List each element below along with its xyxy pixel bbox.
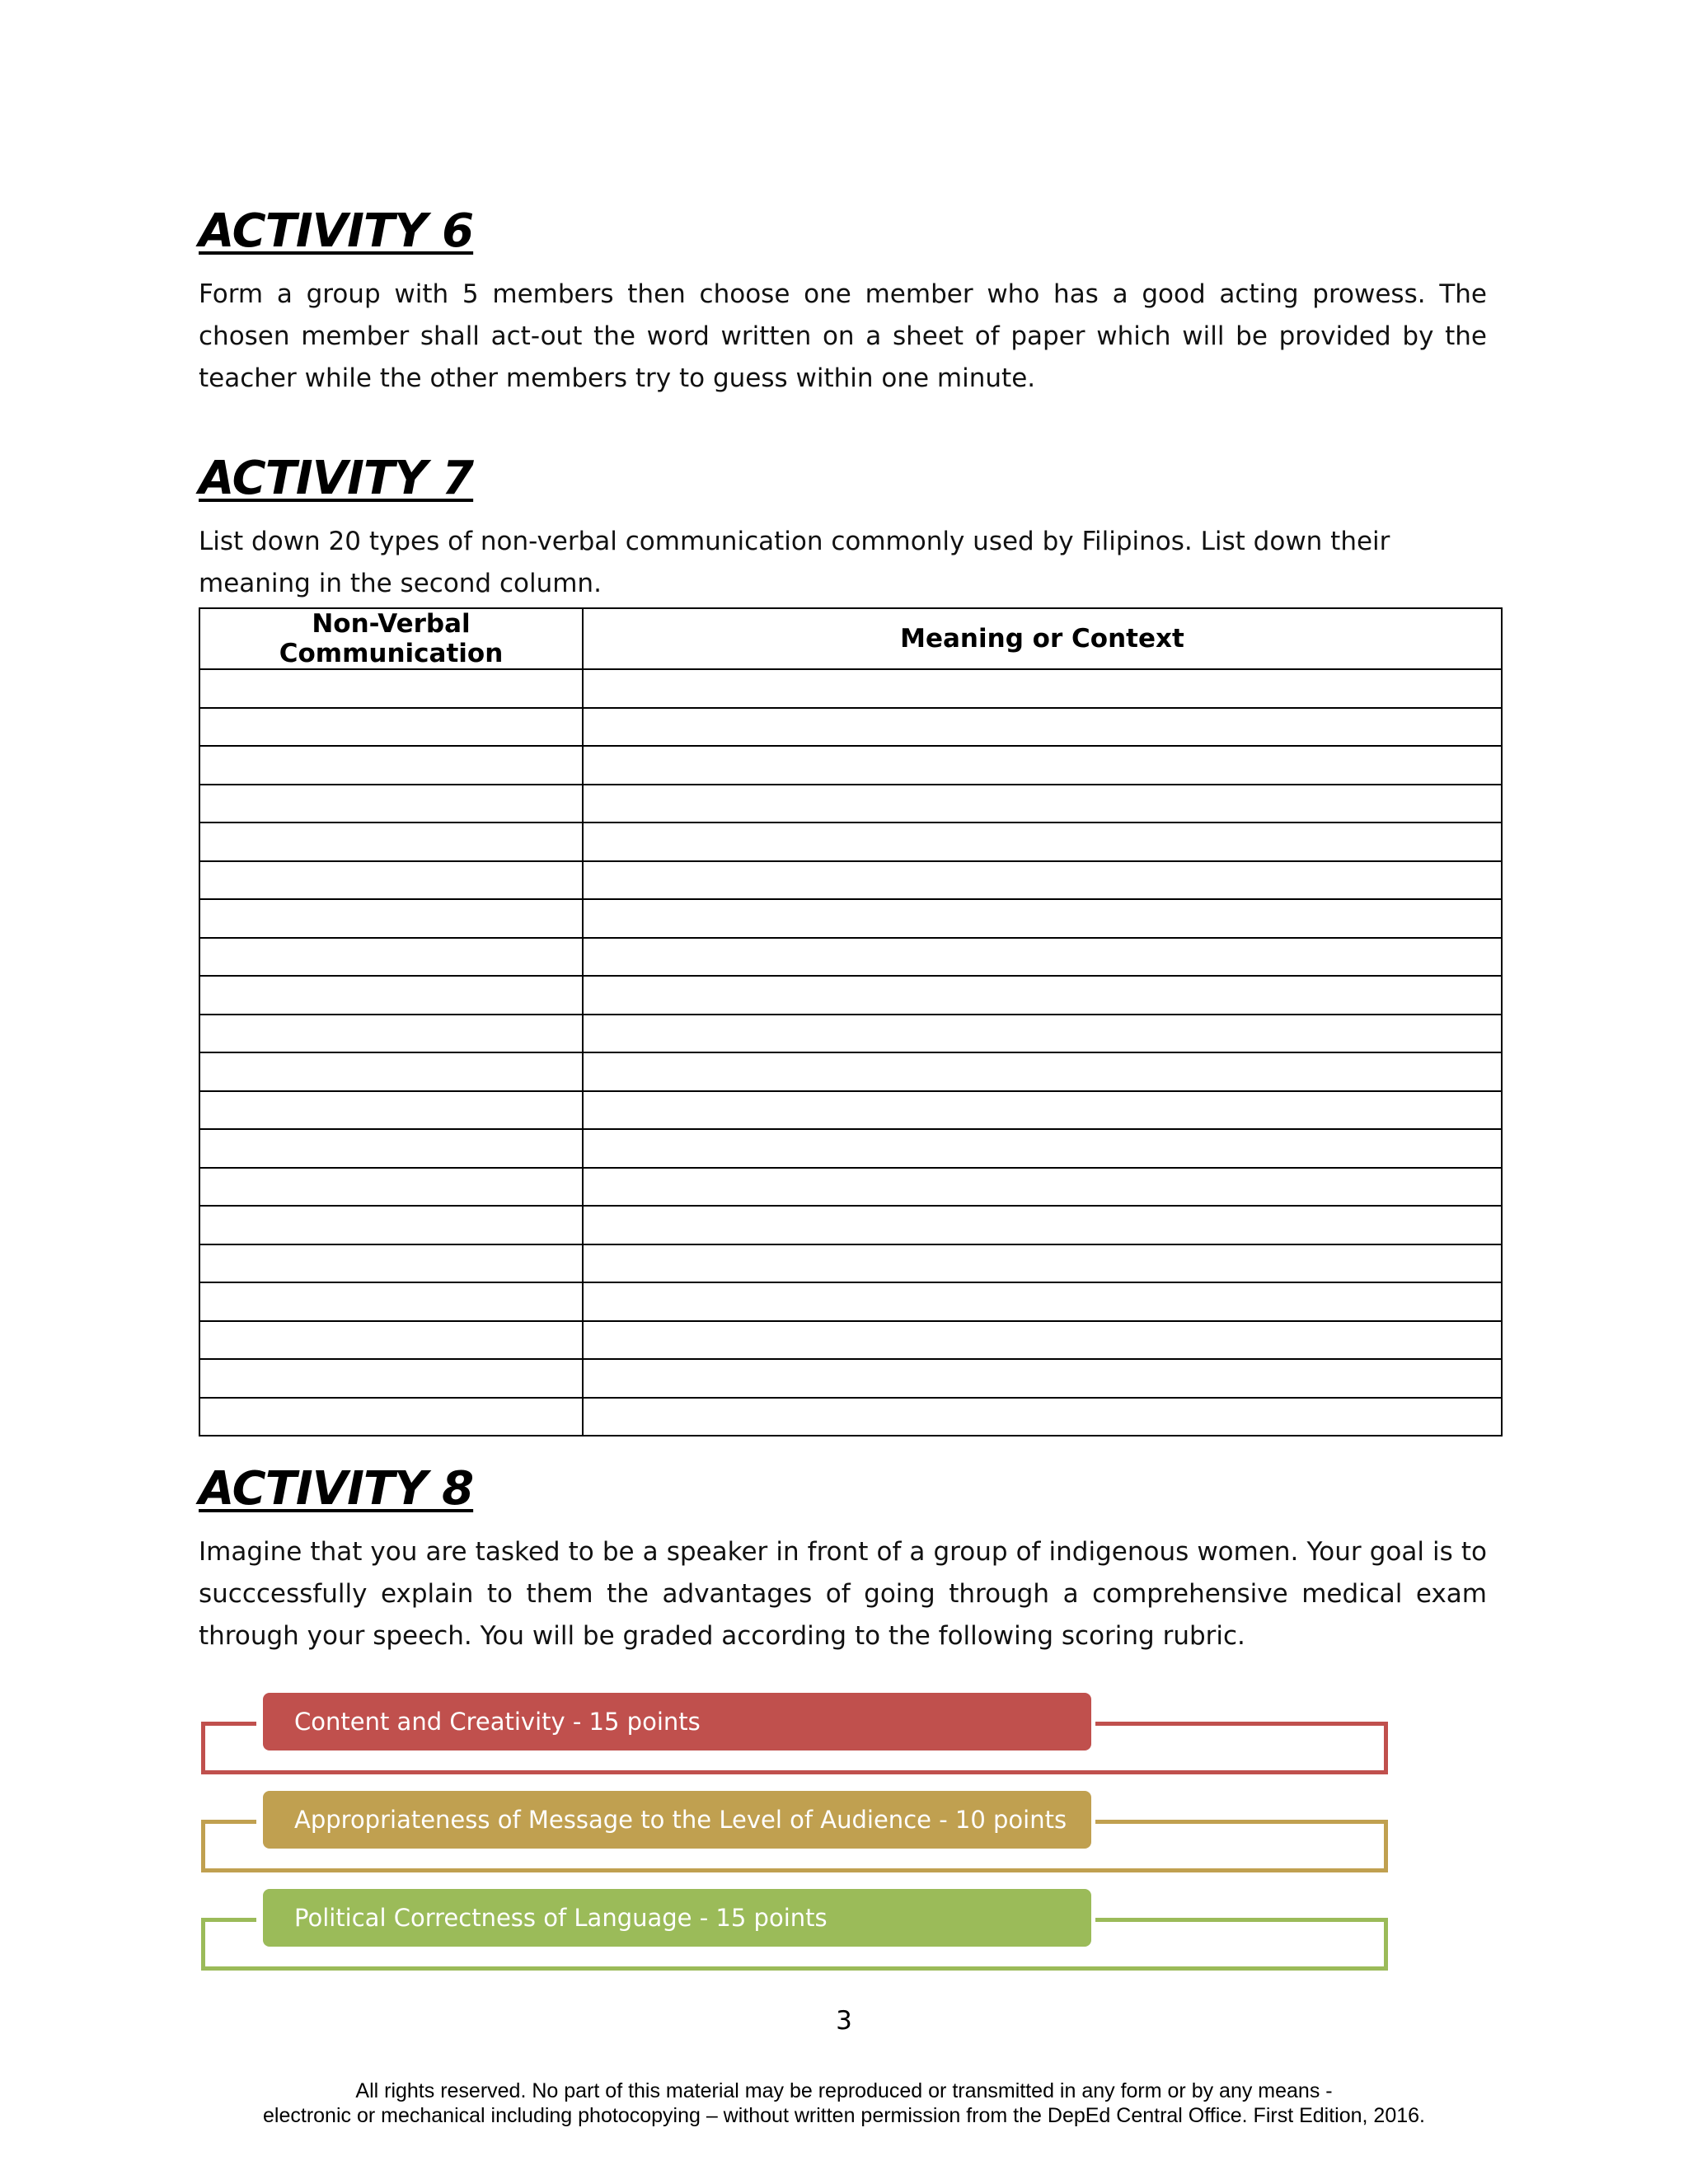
rubric-label: Appropriateness of Message to the Level of Audience - 10 points <box>263 1791 1091 1849</box>
cell-non-verbal-communication[interactable] <box>199 861 583 900</box>
cell-meaning-or-context[interactable] <box>583 669 1502 708</box>
cell-non-verbal-communication[interactable] <box>199 1015 583 1053</box>
cell-meaning-or-context[interactable] <box>583 976 1502 1015</box>
non-verbal-communication-table <box>199 607 1503 1436</box>
copyright-footer <box>0 2079 1688 2128</box>
rubric-item-content-creativity <box>199 1693 1394 1783</box>
activity-6-instructions: Form a group with 5 members then choose one member who has a good acting prowess. The chosen member shall act-out the word written on a sheet of paper which will be provided by the teacher while the other members try to guess within one minute. <box>199 279 1487 393</box>
rubric-bracket-cap <box>201 1918 256 1922</box>
cell-meaning-or-context[interactable] <box>583 1168 1502 1207</box>
cell-non-verbal-communication[interactable] <box>199 708 583 747</box>
cell-non-verbal-communication[interactable] <box>199 1282 583 1321</box>
cell-non-verbal-communication[interactable] <box>199 1359 583 1398</box>
cell-meaning-or-context[interactable] <box>583 1129 1502 1168</box>
cell-non-verbal-communication[interactable] <box>199 1321 583 1360</box>
cell-meaning-or-context[interactable] <box>583 746 1502 785</box>
cell-non-verbal-communication[interactable] <box>199 1091 583 1130</box>
cell-meaning-or-context[interactable] <box>583 823 1502 861</box>
page-number: 3 <box>836 2006 852 2036</box>
activity-7-title: ACTIVITY 7 <box>199 452 474 505</box>
table-row <box>199 746 1502 785</box>
rubric-bracket-cap <box>1095 1918 1388 1922</box>
footer-line-2: electronic or mechanical including photocopying – without written permission from the DepEd Central Office. First Edition, 2016. <box>263 2104 1425 2127</box>
cell-non-verbal-communication[interactable] <box>199 1398 583 1436</box>
cell-non-verbal-communication[interactable] <box>199 823 583 861</box>
activity-6-title: ACTIVITY 6 <box>199 204 474 258</box>
cell-meaning-or-context[interactable] <box>583 1015 1502 1053</box>
cell-non-verbal-communication[interactable] <box>199 1129 583 1168</box>
activity-8-instructions: Imagine that you are tasked to be a speaker in front of a group of indigenous women. Your goal is to succcessfully explain to them the advantages of going through a comprehensive medical exam through your speech. You will be graded according to the following scoring rubric. <box>199 1537 1487 1651</box>
rubric-item-political-correctness <box>199 1889 1394 1980</box>
table-row <box>199 1321 1502 1360</box>
table-row <box>199 669 1502 708</box>
cell-meaning-or-context[interactable] <box>583 1091 1502 1130</box>
table-row <box>199 1168 1502 1207</box>
cell-non-verbal-communication[interactable] <box>199 976 583 1015</box>
activity-7-instructions: List down 20 types of non-verbal communication commonly used by Filipinos. List down their meaning in the second column. <box>199 527 1390 598</box>
table-row <box>199 861 1502 900</box>
cell-meaning-or-context[interactable] <box>583 785 1502 823</box>
cell-non-verbal-communication[interactable] <box>199 938 583 977</box>
table-header-row <box>199 608 1502 669</box>
cell-meaning-or-context[interactable] <box>583 899 1502 938</box>
cell-meaning-or-context[interactable] <box>583 1359 1502 1398</box>
table-row <box>199 1206 1502 1244</box>
table-row <box>199 1244 1502 1283</box>
activity-8-title: ACTIVITY 8 <box>199 1462 474 1516</box>
cell-non-verbal-communication[interactable] <box>199 899 583 938</box>
rubric-bracket-cap <box>201 1722 256 1726</box>
rubric-label: Content and Creativity - 15 points <box>263 1693 1091 1750</box>
rubric-item-appropriateness <box>199 1791 1394 1882</box>
cell-meaning-or-context[interactable] <box>583 861 1502 900</box>
table-row <box>199 1282 1502 1321</box>
rubric-label: Political Correctness of Language - 15 points <box>263 1889 1091 1947</box>
table-row <box>199 938 1502 977</box>
cell-meaning-or-context[interactable] <box>583 1282 1502 1321</box>
table-row <box>199 1052 1502 1091</box>
header-meaning-or-context: Meaning or Context <box>583 608 1502 669</box>
table-row <box>199 823 1502 861</box>
rubric-bracket-cap <box>201 1820 256 1824</box>
table-row <box>199 1129 1502 1168</box>
cell-non-verbal-communication[interactable] <box>199 785 583 823</box>
table-row <box>199 1359 1502 1398</box>
cell-non-verbal-communication[interactable] <box>199 1168 583 1207</box>
table-row <box>199 708 1502 747</box>
footer-line-1: All rights reserved. No part of this material may be reproduced or transmitted in any form or by any means - <box>355 2079 1333 2102</box>
table-row <box>199 1015 1502 1053</box>
cell-meaning-or-context[interactable] <box>583 708 1502 747</box>
rubric-bracket-cap <box>1095 1820 1388 1824</box>
cell-meaning-or-context[interactable] <box>583 1398 1502 1436</box>
table-row <box>199 1091 1502 1130</box>
cell-meaning-or-context[interactable] <box>583 1206 1502 1244</box>
cell-non-verbal-communication[interactable] <box>199 1206 583 1244</box>
cell-meaning-or-context[interactable] <box>583 1244 1502 1283</box>
cell-non-verbal-communication[interactable] <box>199 746 583 785</box>
table-row <box>199 1398 1502 1436</box>
cell-non-verbal-communication[interactable] <box>199 669 583 708</box>
cell-non-verbal-communication[interactable] <box>199 1052 583 1091</box>
cell-non-verbal-communication[interactable] <box>199 1244 583 1283</box>
table-row <box>199 785 1502 823</box>
cell-meaning-or-context[interactable] <box>583 1321 1502 1360</box>
cell-meaning-or-context[interactable] <box>583 938 1502 977</box>
table-row <box>199 899 1502 938</box>
table-row <box>199 976 1502 1015</box>
cell-meaning-or-context[interactable] <box>583 1052 1502 1091</box>
rubric-bracket-cap <box>1095 1722 1388 1726</box>
header-non-verbal-communication: Non-Verbal Communication <box>199 608 583 669</box>
table-body <box>199 669 1502 1436</box>
